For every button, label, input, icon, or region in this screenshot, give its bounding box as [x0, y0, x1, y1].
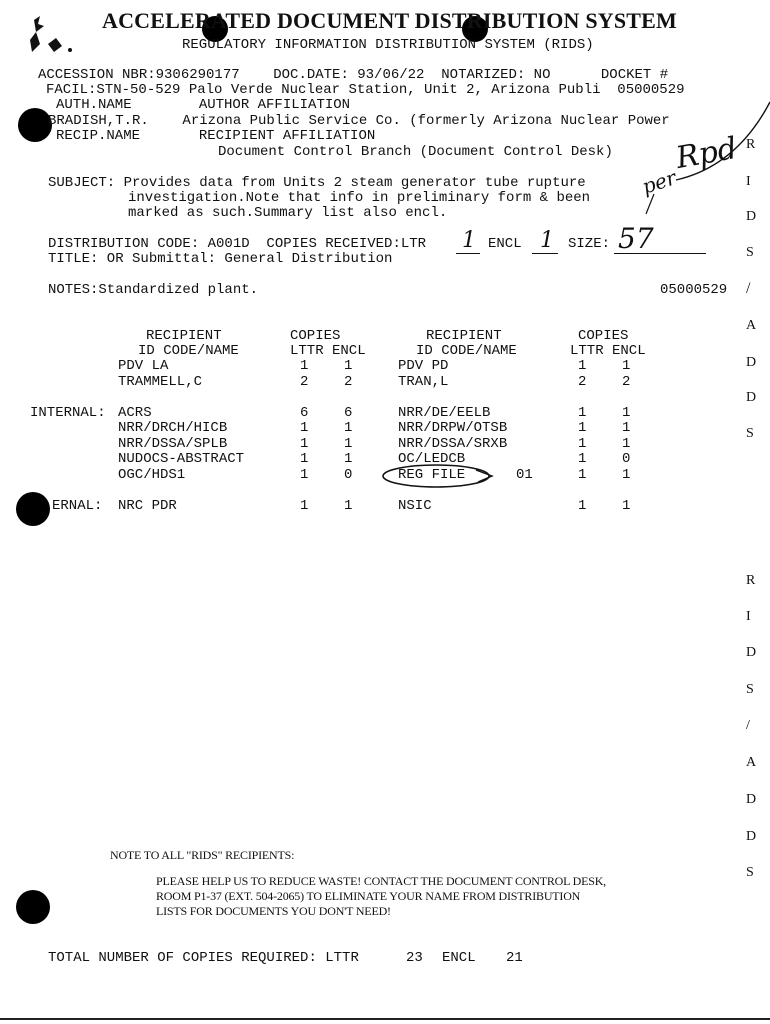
- notes-slash: /: [746, 280, 751, 297]
- encl-label: ENCL: [488, 236, 522, 252]
- ltr-count-right: 1: [578, 467, 587, 483]
- ltr-count-right: 1: [578, 436, 587, 452]
- encl-count-right: 2: [622, 374, 631, 390]
- ltr-count-right: 1: [578, 358, 587, 374]
- recipient-name-left: TRAMMELL,C: [118, 374, 203, 390]
- subject-line-2: investigation.Note that info in preliminary form & been: [128, 190, 591, 206]
- recipient-name-left: NRC PDR: [118, 498, 177, 514]
- side-letter: D: [746, 792, 757, 807]
- encl-count-left: 1: [344, 451, 353, 467]
- side-letter: D: [746, 829, 757, 844]
- ltr-count-left: 1: [300, 467, 309, 483]
- table-head-id-right: ID CODE/NAME: [416, 343, 517, 359]
- side-letter: R: [746, 573, 756, 588]
- handwritten-initials: Rpd: [673, 130, 740, 177]
- scan-edge: [0, 1018, 770, 1020]
- encl-count-right: 1: [622, 358, 631, 374]
- table-head-copies-left: COPIES: [290, 328, 341, 344]
- side-letter: I: [746, 174, 751, 189]
- table-head-ltr-encl-right: LTTR ENCL: [570, 343, 646, 359]
- ltr-count-right: 1: [578, 498, 587, 514]
- side-letter: D: [746, 355, 757, 370]
- size-underline: [614, 253, 706, 254]
- ltr-count-right: 1: [578, 451, 587, 467]
- recipient-name-right: PDV PD: [398, 358, 449, 374]
- handwritten-stroke: [610, 100, 770, 220]
- side-letter: D: [746, 645, 757, 660]
- ltr-count-left: 1: [300, 436, 309, 452]
- encl-count-right: 1: [622, 420, 631, 436]
- ltr-underline: [456, 253, 480, 254]
- ltr-copies-mark: 1: [462, 228, 476, 253]
- author-header: AUTH.NAME AUTHOR AFFILIATION: [56, 97, 351, 113]
- punch-hole-left-middle: [16, 492, 50, 526]
- total-encl-label: ENCL: [442, 950, 476, 966]
- table-head-recipient-left: RECIPIENT: [146, 328, 222, 344]
- ltr-count-left: 2: [300, 374, 309, 390]
- total-ltr: 23: [406, 950, 423, 966]
- side-letter: S: [746, 245, 754, 260]
- ltr-count-left: 1: [300, 498, 309, 514]
- ltr-count-right: 1: [578, 420, 587, 436]
- encl-count-left: 0: [344, 467, 353, 483]
- table-head-recipient-right: RECIPIENT: [426, 328, 502, 344]
- recipient-name-left: NUDOCS-ABSTRACT: [118, 451, 245, 467]
- side-letter: S: [746, 426, 754, 441]
- side-letter: D: [746, 390, 757, 405]
- table-head-ltr-encl-left: LTTR ENCL: [290, 343, 366, 359]
- side-letter: /: [746, 718, 750, 733]
- recipient-header: RECIP.NAME RECIPIENT AFFILIATION: [56, 128, 376, 144]
- side-letter: S: [746, 682, 754, 697]
- encl-count-left: 1: [344, 498, 353, 514]
- recipient-affiliation: Document Control Branch (Document Control Desk): [218, 144, 613, 160]
- side-letter: A: [746, 755, 757, 770]
- logo-mark: [26, 14, 86, 58]
- ltr-count-left: 1: [300, 420, 309, 436]
- section-label: INTERNAL:: [30, 405, 106, 421]
- subject-line-1: SUBJECT: Provides data from Units 2 steam generator tube rupture: [48, 175, 586, 191]
- encl-count-right: 1: [622, 405, 631, 421]
- page-subtitle: REGULATORY INFORMATION DISTRIBUTION SYSTEM (RIDS): [182, 37, 594, 53]
- table-head-copies-right: COPIES: [578, 328, 629, 344]
- total-encl: 21: [506, 950, 523, 966]
- ltr-count-right: 2: [578, 374, 587, 390]
- total-label: TOTAL NUMBER OF COPIES REQUIRED: LTTR: [48, 950, 359, 966]
- side-letter: R: [746, 137, 756, 152]
- size-label: SIZE:: [568, 236, 611, 252]
- recipient-name-left: PDV LA: [118, 358, 169, 374]
- ltr-count-right: 1: [578, 405, 587, 421]
- recipient-name-right: TRAN,L: [398, 374, 449, 390]
- side-letter: I: [746, 609, 751, 624]
- side-letter: D: [746, 209, 757, 224]
- ltr-count-left: 1: [300, 358, 309, 374]
- handwritten-scribble: per: [639, 165, 680, 199]
- page-title: ACCELERATED DOCUMENT DISTRIBUTION SYSTEM: [102, 8, 678, 33]
- encl-count-left: 1: [344, 420, 353, 436]
- recipient-name-left: OGC/HDS1: [118, 467, 186, 483]
- side-letter: S: [746, 865, 754, 880]
- recipient-name-right: OC/LEDCB: [398, 451, 466, 467]
- footer-note-line-1: PLEASE HELP US TO REDUCE WASTE! CONTACT THE DOCUMENT CONTROL DESK,: [156, 874, 606, 888]
- size-value: 57: [618, 222, 654, 255]
- encl-count-right: 1: [622, 436, 631, 452]
- notes-line: NOTES:Standardized plant.: [48, 282, 259, 298]
- notes-docket: 05000529: [660, 282, 728, 298]
- encl-count-left: 1: [344, 436, 353, 452]
- distribution-code-line: DISTRIBUTION CODE: A001D COPIES RECEIVED:LTR: [48, 236, 427, 252]
- punch-hole-left-lower: [16, 890, 50, 924]
- recipient-name-right: NRR/DE/EELB: [398, 405, 491, 421]
- accession-line: ACCESSION NBR:9306290177 DOC.DATE: 93/06/22 NOTARIZED: NO DOCKET #: [38, 67, 669, 83]
- encl-copies-mark: 1: [540, 228, 554, 253]
- recipient-name-left: ACRS: [118, 405, 152, 421]
- encl-count-right: 1: [622, 498, 631, 514]
- encl-count-left: 2: [344, 374, 353, 390]
- recipient-name-left: NRR/DSSA/SPLB: [118, 436, 228, 452]
- encl-count-left: 6: [344, 405, 353, 421]
- ltr-count-left: 6: [300, 405, 309, 421]
- recipient-suffix-right: 01: [516, 467, 533, 483]
- section-label: ERNAL:: [52, 498, 103, 514]
- author-line: BRADISH,T.R. Arizona Public Service Co. (formerly Arizona Nuclear Power: [48, 113, 670, 129]
- encl-count-right: 0: [622, 451, 631, 467]
- encl-count-right: 1: [622, 467, 631, 483]
- recipient-name-right: NRR/DSSA/SRXB: [398, 436, 508, 452]
- recipient-name-left: NRR/DRCH/HICB: [118, 420, 228, 436]
- subject-line-3: marked as such.Summary list also encl.: [128, 205, 448, 221]
- footer-note-line-2: ROOM P1-37 (EXT. 504-2065) TO ELIMINATE YOUR NAME FROM DISTRIBUTION: [156, 889, 581, 903]
- punch-hole-left-upper: [18, 108, 52, 142]
- facility-line: FACIL:STN-50-529 Palo Verde Nuclear Station, Unit 2, Arizona Publi 05000529: [46, 82, 685, 98]
- side-letter: A: [746, 318, 757, 333]
- footer-note-line-3: LISTS FOR DOCUMENTS YOU DON'T NEED!: [156, 904, 391, 918]
- recipient-name-right: NSIC: [398, 498, 432, 514]
- reg-file-circle: [380, 460, 498, 490]
- distribution-title: TITLE: OR Submittal: General Distribution: [48, 251, 393, 267]
- recipient-name-right: NRR/DRPW/OTSB: [398, 420, 508, 436]
- encl-underline: [532, 253, 558, 254]
- footer-note-heading: NOTE TO ALL "RIDS" RECIPIENTS:: [110, 848, 295, 862]
- ltr-count-left: 1: [300, 451, 309, 467]
- recipient-name-right: REG FILE: [398, 467, 466, 483]
- encl-count-left: 1: [344, 358, 353, 374]
- table-head-id-left: ID CODE/NAME: [138, 343, 239, 359]
